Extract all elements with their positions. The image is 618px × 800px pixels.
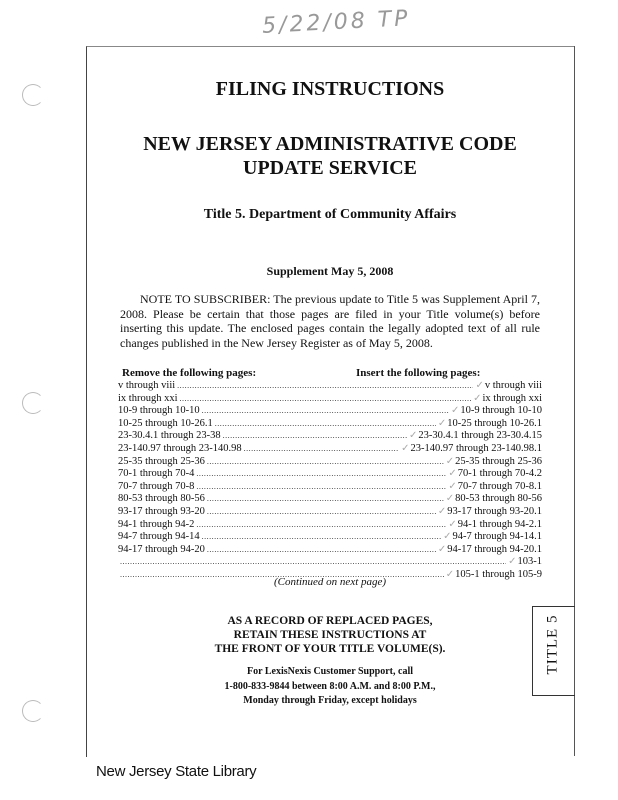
table-row: [118, 468, 542, 481]
handwritten-date-note: 5/22/08 TP: [261, 6, 412, 39]
check-mark-icon: ✓: [443, 531, 452, 543]
leader-dots: [196, 519, 446, 532]
leader-dots: [215, 418, 436, 431]
insert-pages-cell: 25-35 through 25-36: [455, 455, 542, 467]
leader-dots: [244, 443, 399, 456]
check-mark-icon: ✓: [475, 380, 484, 391]
remove-pages-cell: 10-9 through 10-10: [118, 405, 200, 417]
table-row: [118, 481, 542, 494]
continued-note: (Continued on next page): [273, 576, 387, 588]
table-row: [118, 430, 542, 443]
record-line: RETAIN THESE INSTRUCTIONS AT: [233, 629, 427, 641]
check-mark-icon: ✓: [448, 518, 457, 530]
leader-dots: [180, 393, 472, 406]
leader-dots: [207, 493, 444, 506]
customer-support-info: [86, 665, 574, 709]
binder-hole-mark: [22, 84, 44, 106]
record-line: THE FRONT OF YOUR TITLE VOLUME(S).: [214, 643, 446, 655]
leader-dots: [207, 506, 436, 519]
binder-hole-mark: [22, 392, 44, 414]
insert-pages-cell: v through viii: [484, 380, 542, 391]
insert-pages-cell: 93-17 through 93-20.1: [447, 505, 542, 517]
document-title: FILING INSTRUCTIONS: [215, 78, 445, 100]
table-row: [118, 531, 542, 544]
check-mark-icon: ✓: [508, 556, 517, 568]
insert-pages-cell: 10-25 through 10-26.1: [447, 417, 542, 429]
table-row: [118, 506, 542, 519]
remove-pages-cell: 70-7 through 70-8: [118, 480, 195, 492]
title-heading: Title 5. Department of Community Affairs: [203, 207, 457, 222]
insert-pages-cell: 103-1: [517, 556, 542, 568]
insert-pages-cell: 70-1 through 70-4.2: [457, 468, 542, 480]
remove-pages-cell: 93-17 through 93-20: [118, 505, 205, 517]
support-line: 1-800-833-9844 between 8:00 A.M. and 8:00 P.M.,: [224, 680, 436, 692]
subtitle-line: NEW JERSEY ADMINISTRATIVE CODE: [143, 133, 517, 155]
check-mark-icon: ✓: [448, 480, 457, 492]
record-instructions: [86, 614, 574, 656]
insert-pages-cell: 94-17 through 94-20.1: [447, 543, 542, 555]
insert-pages-cell: 23-140.97 through 23-140.98.1: [410, 442, 542, 454]
insert-pages-cell: 10-9 through 10-10: [460, 405, 542, 417]
remove-pages-cell: ix through xxi: [118, 392, 178, 404]
insert-pages-cell: 105-1 through 105-9: [455, 568, 542, 580]
remove-pages-cell: v through viii: [118, 380, 176, 391]
remove-pages-cell: 10-25 through 10-26.1: [118, 417, 213, 429]
remove-pages-cell: 80-53 through 80-56: [118, 493, 205, 505]
subtitle-line: UPDATE SERVICE: [243, 157, 417, 179]
check-mark-icon: ✓: [473, 392, 482, 404]
check-mark-icon: ✓: [445, 455, 455, 467]
insert-pages-cell: 23-30.4.1 through 23-30.4.15: [418, 430, 542, 442]
binder-hole-mark: [22, 700, 44, 722]
library-footer: New Jersey State Library: [96, 763, 257, 780]
table-row: [118, 443, 542, 456]
insert-pages-cell: 94-1 through 94-2.1: [457, 518, 542, 530]
check-mark-icon: ✓: [401, 442, 410, 454]
leader-dots: [202, 405, 449, 418]
support-line: For LexisNexis Customer Support, call: [246, 666, 413, 677]
remove-pages-cell: 94-17 through 94-20: [118, 543, 205, 555]
page-replacement-list: [118, 380, 542, 582]
remove-pages-cell: 94-1 through 94-2: [118, 518, 195, 530]
check-mark-icon: ✓: [437, 543, 447, 555]
document-subtitle: [86, 132, 574, 180]
table-row: [118, 519, 542, 532]
table-row: [118, 556, 542, 569]
remove-pages-cell: 70-1 through 70-4: [118, 468, 195, 480]
insert-pages-cell: ix through xxi: [482, 392, 542, 404]
insert-pages-cell: 94-7 through 94-14.1: [452, 531, 542, 543]
support-line: Monday through Friday, except holidays: [243, 695, 417, 706]
remove-pages-cell: 94-7 through 94-14: [118, 531, 200, 543]
check-mark-icon: ✓: [448, 468, 457, 480]
table-row: [118, 380, 542, 393]
table-row: [118, 393, 542, 406]
leader-dots: [202, 531, 441, 544]
leader-dots: [207, 544, 436, 557]
leader-dots: [196, 481, 446, 494]
leader-dots: [177, 380, 473, 393]
insert-pages-cell: 70-7 through 70-8.1: [457, 480, 542, 492]
remove-pages-cell: 25-35 through 25-36: [118, 455, 205, 467]
check-mark-icon: ✓: [437, 505, 447, 517]
leader-dots: [207, 456, 444, 469]
subscriber-note: NOTE TO SUBSCRIBER: The previous update to Title 5 was Supplement April 7, 2008. Please be certain that those pages are filed in your Title volume(s) before inserting this update. The enclosed pages contain the legally adopted text of all rule changes published in the New Jersey Register as of May 5, 2008.: [120, 292, 540, 350]
insert-pages-cell: 80-53 through 80-56: [455, 493, 542, 505]
check-mark-icon: ✓: [445, 493, 455, 505]
check-mark-icon: ✓: [450, 405, 460, 417]
leader-dots: [120, 556, 506, 569]
table-row: [118, 493, 542, 506]
remove-pages-cell: 23-140.97 through 23-140.98: [118, 442, 242, 454]
check-mark-icon: ✓: [437, 417, 447, 429]
record-line: AS A RECORD OF REPLACED PAGES,: [227, 615, 433, 627]
table-row: [118, 418, 542, 431]
insert-pages-header: Insert the following pages:: [356, 367, 481, 379]
leader-dots: [196, 468, 446, 481]
check-mark-icon: ✓: [408, 430, 418, 442]
table-row: [118, 456, 542, 469]
remove-pages-header: Remove the following pages:: [122, 367, 257, 379]
supplement-date: Supplement May 5, 2008: [266, 264, 394, 278]
check-mark-icon: ✓: [445, 568, 455, 580]
title-tab-label: TITLE 5: [544, 614, 561, 675]
table-row: [118, 544, 542, 557]
table-row: [118, 405, 542, 418]
remove-pages-cell: 23-30.4.1 through 23-38: [118, 430, 221, 442]
leader-dots: [223, 430, 407, 443]
